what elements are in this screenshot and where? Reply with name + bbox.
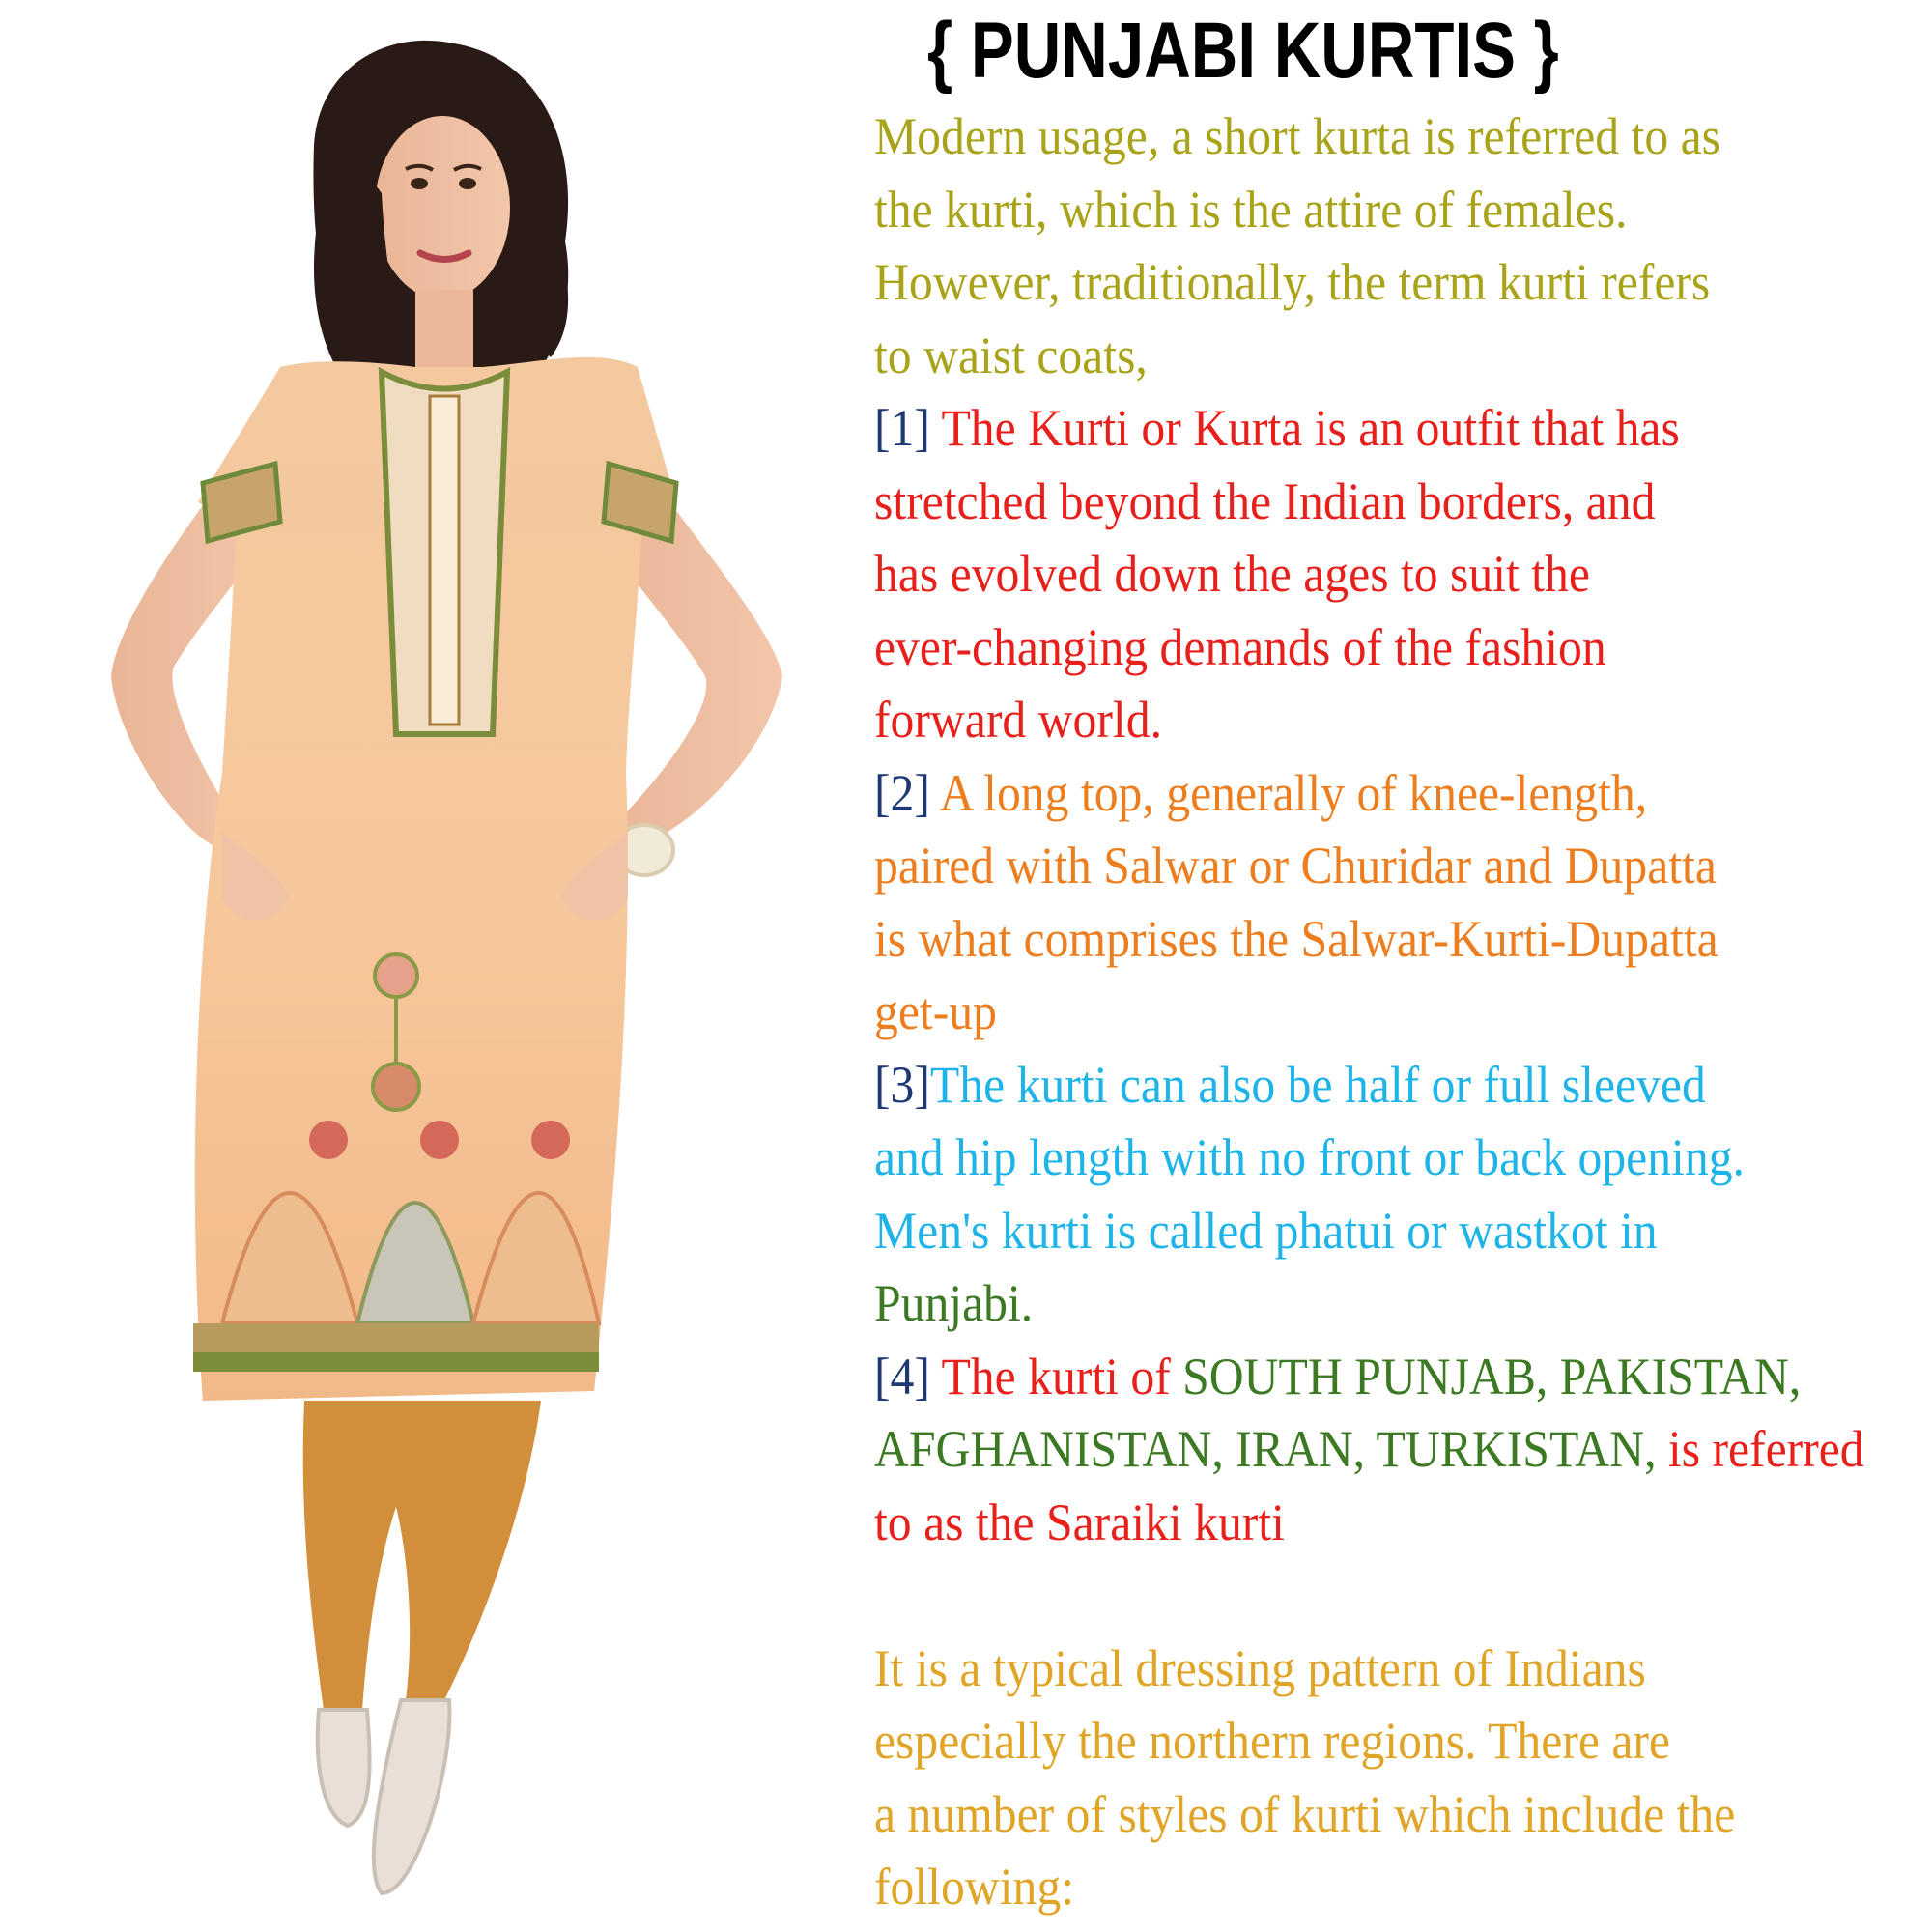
- point-1-number: [1]: [874, 399, 930, 457]
- point-1-line: [1] The Kurti or Kurta is an outfit that has: [874, 399, 1680, 457]
- point-2-line: is what comprises the Salwar-Kurti-Dupatta: [874, 909, 1719, 968]
- leggings: [303, 1401, 541, 1710]
- point-3-number: [3]: [874, 1055, 930, 1114]
- intro-line: the kurti, which is the attire of females.: [874, 180, 1628, 239]
- page-title: { PUNJABI KURTIS }: [927, 7, 1559, 95]
- point-3-line: Men's kurti is called phatui or wastkot in: [874, 1201, 1658, 1260]
- sandal-left: [318, 1710, 370, 1826]
- point-2-line: [2] A long top, generally of knee-length,: [874, 763, 1648, 822]
- point-4-line: to as the Saraiki kurti: [874, 1492, 1285, 1551]
- outro-line: It is a typical dressing pattern of Indians: [874, 1638, 1646, 1697]
- point-1-line: stretched beyond the Indian borders, and: [874, 471, 1656, 530]
- point-3-line: Punjabi.: [874, 1274, 1034, 1332]
- spacer: [874, 1559, 1932, 1633]
- point-3-line: and hip length with no front or back opening.: [874, 1128, 1745, 1186]
- point-2-number: [2]: [874, 763, 930, 822]
- face: [375, 116, 510, 299]
- point-4-number: [4]: [874, 1347, 930, 1406]
- outro-line: a number of styles of kurti which include the: [874, 1784, 1736, 1843]
- sandal-right: [374, 1700, 450, 1893]
- point-4-line: AFGHANISTAN, IRAN, TURKISTAN, is referred: [874, 1420, 1864, 1478]
- point-2-line: paired with Salwar or Churidar and Dupatta: [874, 837, 1717, 895]
- point-2-line: get-up: [874, 982, 997, 1040]
- point-1-line: ever-changing demands of the fashion: [874, 617, 1606, 676]
- point-3-line: [3]The kurti can also be half or full sleeved: [874, 1055, 1706, 1114]
- model-figure-illustration: [0, 0, 869, 1932]
- article-body: [874, 100, 1932, 1924]
- intro-line: Modern usage, a short kurta is referred to as: [874, 107, 1720, 165]
- point-1-line: forward world.: [874, 691, 1162, 749]
- intro-line: to waist coats,: [874, 326, 1148, 384]
- outro-line: especially the northern regions. There are: [874, 1712, 1670, 1770]
- point-1-line: has evolved down the ages to suit the: [874, 545, 1590, 603]
- regions-list: SOUTH PUNJAB, PAKISTAN,: [1182, 1347, 1802, 1406]
- outro-line: following:: [874, 1858, 1074, 1916]
- point-4-line: [4] The kurti of SOUTH PUNJAB, PAKISTAN,: [874, 1347, 1802, 1406]
- regions-list: AFGHANISTAN, IRAN, TURKISTAN,: [874, 1420, 1657, 1478]
- intro-line: However, traditionally, the term kurti refers: [874, 253, 1711, 311]
